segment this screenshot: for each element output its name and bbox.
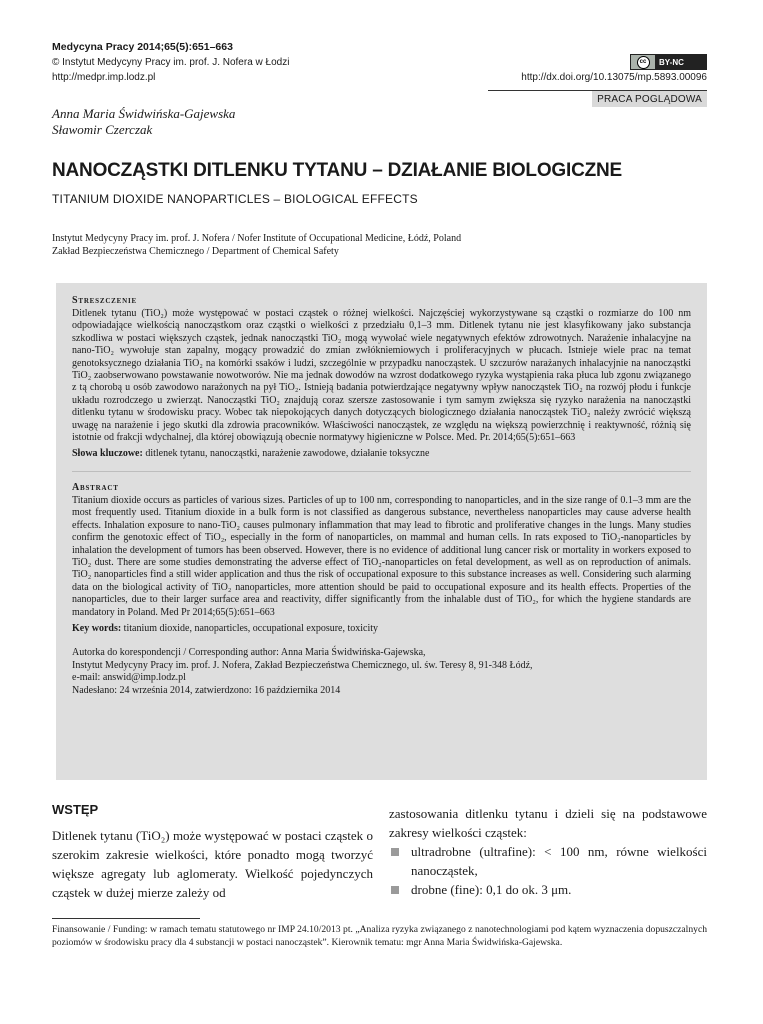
body-paragraph: zastosowania ditlenku tytanu i dzieli się na podstawowe zakresy wielkości cząstek:: [389, 806, 707, 840]
correspondence-line: Instytut Medycyny Pracy im. prof. J. Nofera, Zakład Bezpieczeństwa Chemicznego, ul. św. Teresy 8, 91-348 Łódź,: [72, 659, 533, 671]
cc-logo-icon: cc: [631, 55, 655, 69]
section-heading-wstep: WSTĘP: [52, 802, 99, 817]
article-title-polish: NANOCZĄSTKI DITLENKU TYTANU – DZIAŁANIE BIOLOGICZNE: [52, 160, 622, 181]
funding-footnote: Finansowanie / Funding: w ramach tematu statutowego nr IMP 24.10/2013 pt. „Analiza ryzyka związanego z nanotechnologiami pod kątem wyznaczenia dopuszczalnych poziomów w środowisku pracy dla 4 substancji w postaci nanocząstek”. Kierownik tematu: mgr Anna Maria Świdwińska-Gajewska.: [52, 924, 707, 948]
article-title-english: TITANIUM DIOXIDE NANOPARTICLES – BIOLOGICAL EFFECTS: [52, 192, 418, 206]
body-column-right: [389, 804, 707, 899]
body-paragraph: Ditlenek tytanu (TiO₂) może występować w postaci cząstek o szerokim zakresie wielkości, które ponadto mogą tworzyć większe agregaty lub aglomeraty. Wielkość pojedynczych cząstek w dużej mierze zależy od: [52, 828, 373, 900]
streszczenie-heading: Streszczenie: [72, 295, 137, 306]
list-item: drobne (fine): 0,1 do ok. 3 μm.: [389, 880, 707, 899]
square-bullet-icon: [391, 848, 399, 856]
abstract-divider: [72, 471, 691, 472]
author-name: Anna Maria Świdwińska-Gajewska: [52, 106, 236, 121]
journal-citation: Medycyna Pracy 2014;65(5):651–663: [52, 41, 233, 53]
cc-license-badge[interactable]: [630, 54, 707, 70]
journal-url-link[interactable]: http://medpr.imp.lodz.pl: [52, 72, 156, 83]
correspondence-block: [72, 647, 691, 697]
body-column-left: [52, 826, 373, 902]
affiliation-line: Instytut Medycyny Pracy im. prof. J. Nofera / Nofer Institute of Occupational Medicine, Łódź, Poland: [52, 233, 462, 244]
correspondence-line: Autorka do korespondencji / Corresponding author: Anna Maria Świdwińska-Gajewska,: [72, 647, 426, 659]
square-bullet-icon: [391, 886, 399, 894]
abstract-text: Titanium dioxide occurs as particles of various sizes. Particles of up to 100 nm, corresponding to nanoparticles, and in the size range of 0.1–3 mm are the most frequently used. Titanium dioxide in a bulk form is not classified as dangerous substance, nevertheless nanoparticles may cause adverse health effects. Inhalation exposure to nano-TiO₂ causes pulmonary inflammation that may lead to fibrotic and proliferative changes in the lungs. Many studies confirm the genotoxic effect of TiO₂, especially in the form of nanoparticles, on mammal and human cells. In rats exposed to TiO₂-nanoparticles by inhalation the development of tumors has been observed. However, there is no evidence of additional lung cancer risk or mortality in workers exposed to TiO₂ dust. There are some studies demonstrating the adverse effect of TiO₂-nanoparticles on fetal development, as well as on reproduction of animals. TiO₂ nanoparticles find a still wider application and thus the risk of occupational exposure to this substance increases as well. Considering such alarming data on the biological activity of TiO₂ nanoparticles, more attention should be paid to occupational exposure and its health effects. Properties of the nanoparticles, due to their larger surface area and reactivity, differ significantly from the inhalable dust of TiO₂, for which the hygiene standards are mandatory in Poland. Med Pr 2014;65(5):651–663: [72, 494, 691, 618]
abstract-heading: Abstract: [72, 481, 119, 493]
affiliation-line: Zakład Bezpieczeństwa Chemicznego / Department of Chemical Safety: [52, 246, 339, 257]
spacer: [72, 635, 691, 647]
copyright-notice: © Instytut Medycyny Pracy im. prof. J. Nofera w Łodzi: [52, 57, 290, 68]
abstract-box: [56, 283, 707, 780]
author-name: Sławomir Czerczak: [52, 122, 153, 137]
doi-link[interactable]: http://dx.doi.org/10.13075/mp.5893.00096: [521, 72, 707, 83]
list-item: ultradrobne (ultrafine): < 100 nm, równe wielkości nanocząstek,: [389, 842, 707, 880]
keywords-english: Key words: titanium dioxide, nanoparticles, occupational exposure, toxicity: [72, 622, 379, 634]
keywords-polish: Słowa kluczowe: ditlenek tytanu, nanocząstki, narażenie zawodowe, działanie toksyczne: [72, 448, 430, 460]
footnote-divider: [52, 918, 200, 919]
license-label: BY-NC: [659, 57, 684, 67]
streszczenie-text: Ditlenek tytanu (TiO₂) może występować w postaci cząstek o różnej wielkości. Najczęściej wykorzystywane są cząstki o rozmiarze do 100 nm odpowiadające wielkością nanocząstkom oraz cząstki o wielkości z przedziału 0,1–3 mm. Ditlenek tytanu nie jest klasyfikowany jako substancja szkodliwa w postaci większych cząstek, jednak nanocząstki TiO₂ mogą wywołać wiele negatywnych efektów zdrowotnych. Narażenie inhalacyjne na nano-TiO₂ wywołuje stan zapalny, mogący prowadzić do zmian zwłókniemiowych i proliferacyjnych w płucach. Istnieje wiele prac na temat genotoksycznego działania TiO₂ na komórki ssaków i ludzi, szczególnie w przypadku nanocząstek. U szczurów narażanych inhalacyjnie na nanocząstki TiO₂ zaobserwowano powstawanie nowotworów. Nie ma jednak dowodów na wzrost dodatkowego ryzyka wystąpienia raka płuca lub zgonu związanego z tą chorobą u osób zawodowo narażonych na pył TiO₂. Istnieją badania potwierdzające negatywny wpływ nanocząstek TiO₂ na rozwój płodu i funkcje układu rozrodczego u zwierząt. Nanocząstki TiO₂ znajdują coraz szersze zastosowanie i tym samym zwiększa się ryzyko narażenia na nanocząstki ditlenku tytanu w środowisku pracy. Wobec tak niepokojących danych dotyczących biologicznego działania nanocząstek TiO₂ należy zwrócić większą uwagę na narażenie i jego skutki dla zdrowia pracowników. Właściwości nanocząstek, ze względu na większą powierzchnię i reaktywność, różnią się istotnie od frakcji wdychalnej, dla której obowiązują obecnie normatywy higieniczne w Polsce. Med. Pr. 2014;65(5):651–663: [72, 308, 691, 444]
correspondence-dates: Nadesłano: 24 września 2014, zatwierdzono: 16 października 2014: [72, 684, 341, 696]
correspondence-email[interactable]: e-mail: answid@imp.lodz.pl: [72, 672, 186, 684]
article-type-badge: PRACA POGLĄDOWA: [592, 91, 707, 107]
size-range-list: [389, 842, 707, 899]
affiliation: [52, 232, 461, 258]
author-list: [52, 106, 235, 138]
